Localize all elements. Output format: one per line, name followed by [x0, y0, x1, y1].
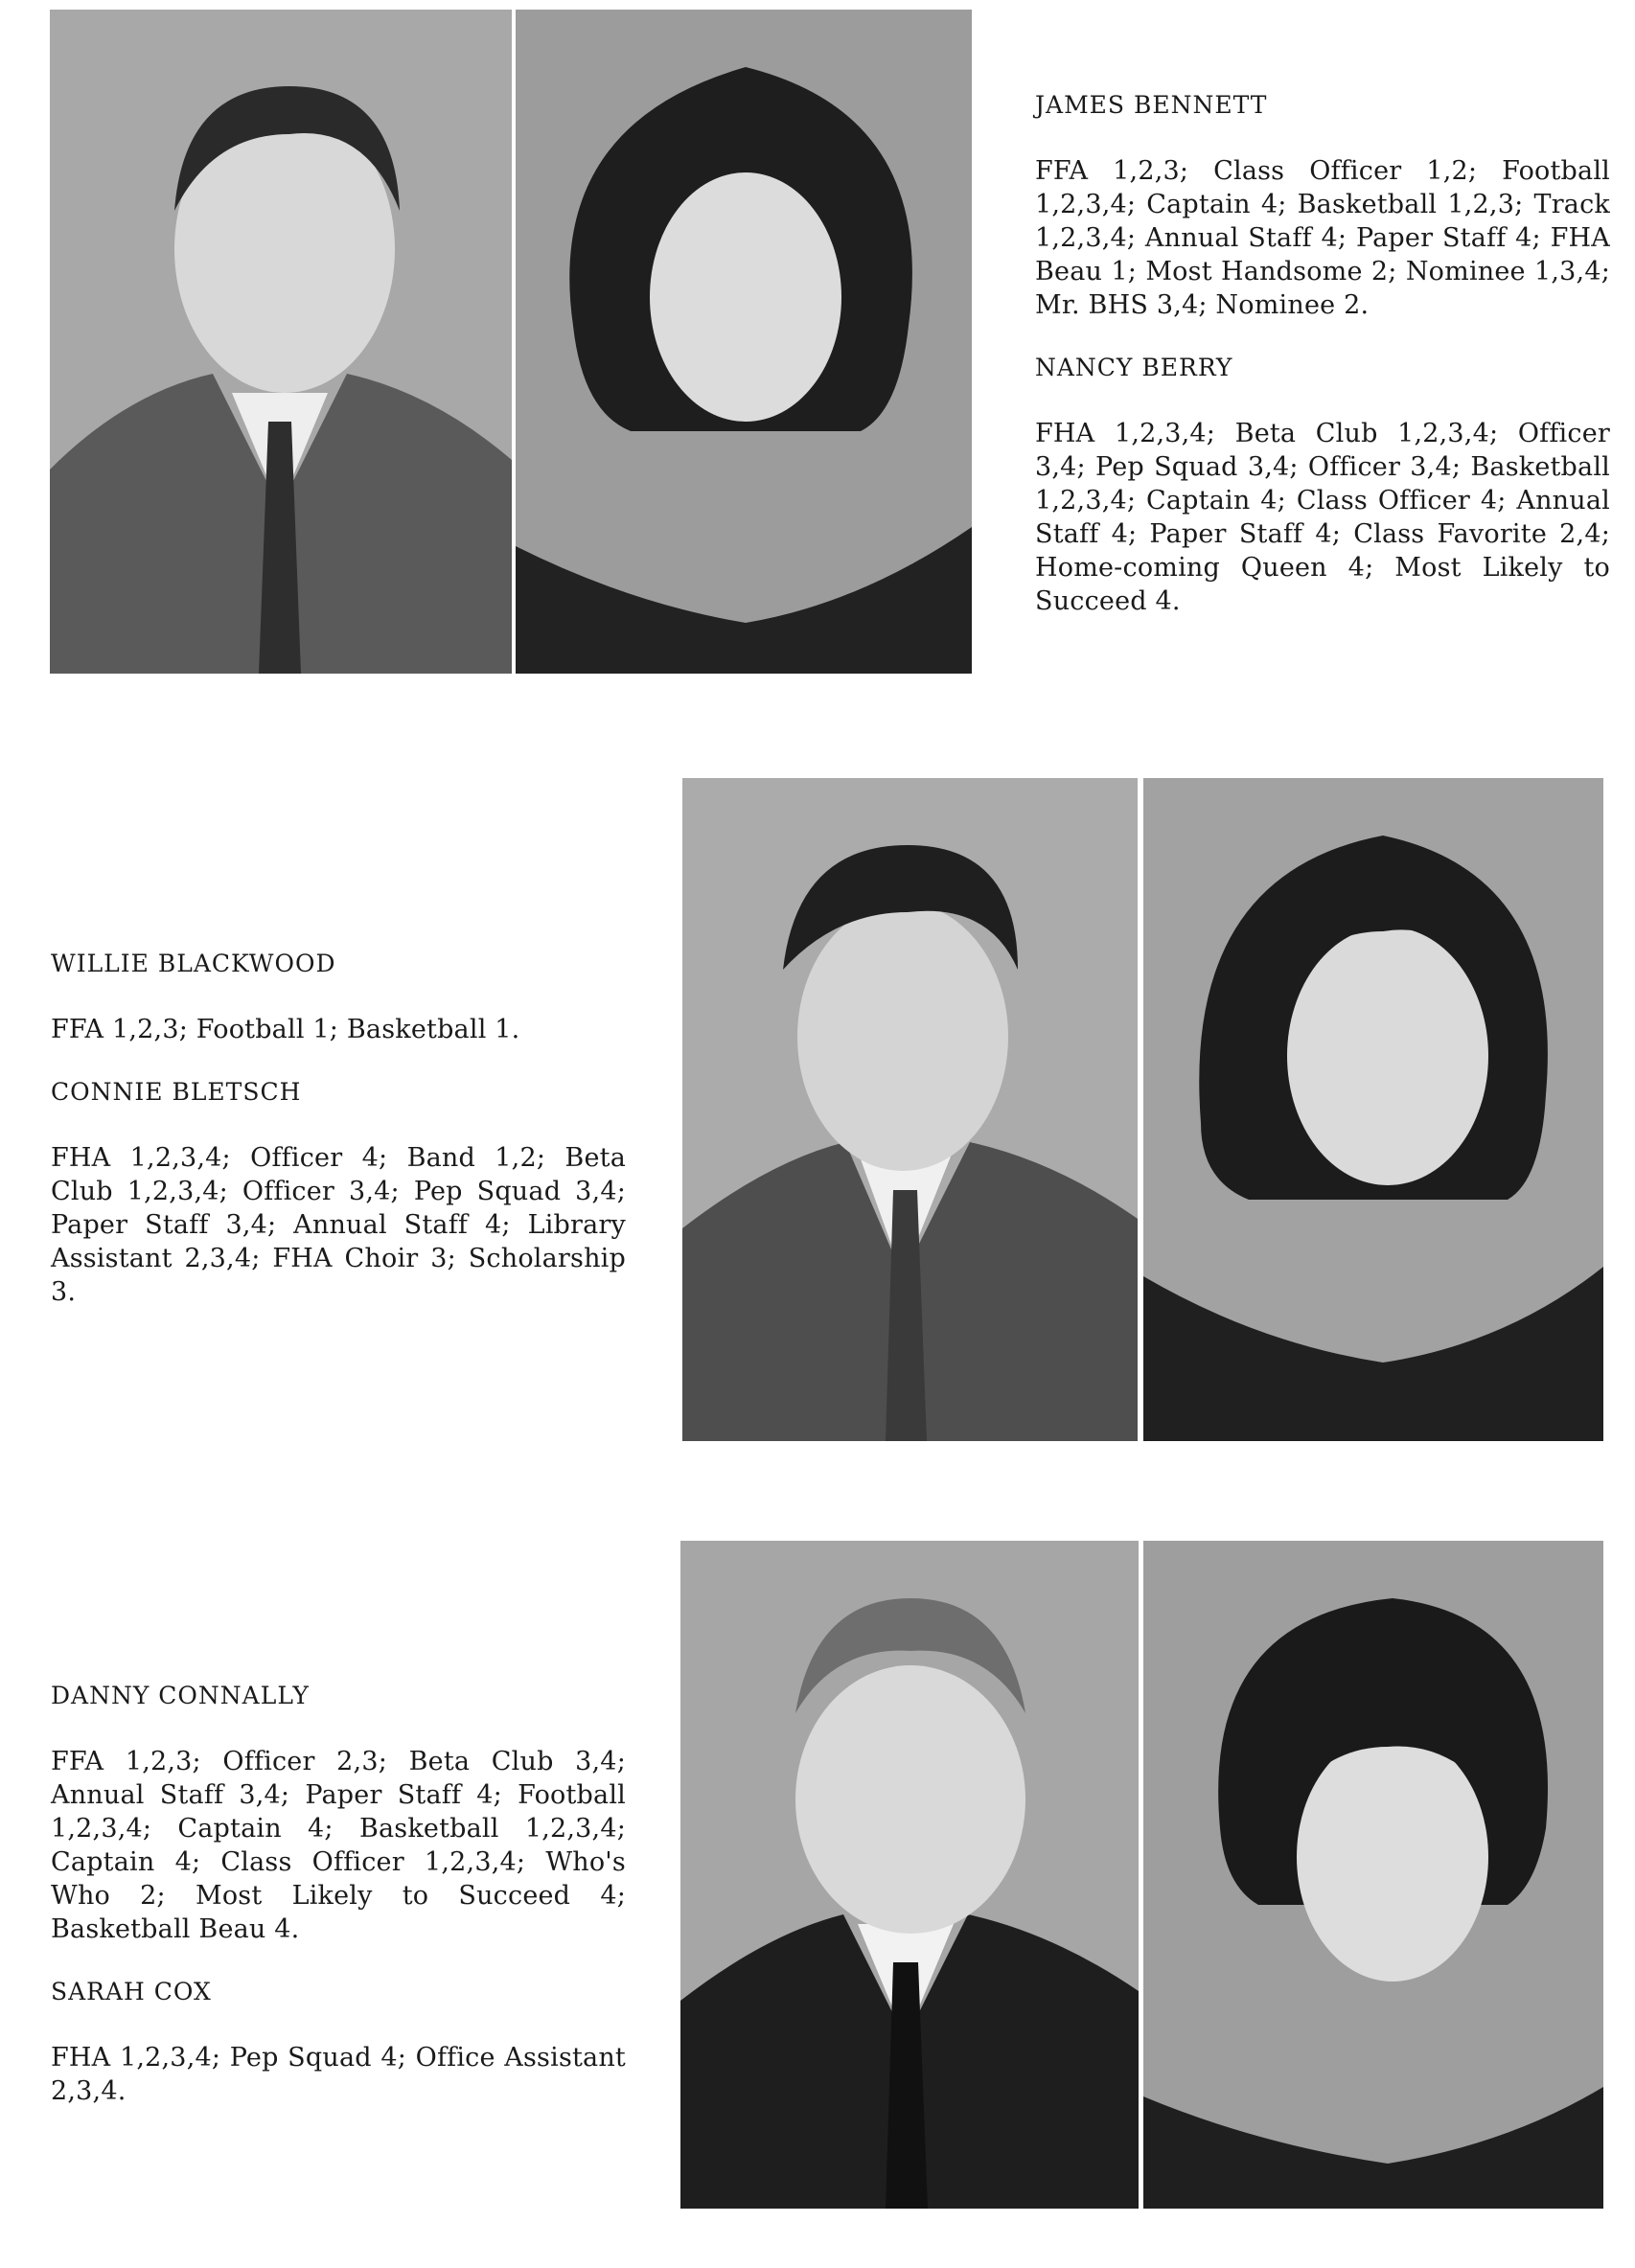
student-activities: FFA 1,2,3; Officer 2,3; Beta Club 3,4; Annual Staff 3,4; Paper Staff 4; Football 1,2,3,4; Captain 4; Basketball 1,2,3,4; Captain 4; Class Officer 1,2,3,4; Who's Who 2; Most Likely to Succeed 4; Basketball Beau 4.: [51, 1747, 626, 1944]
text-block-row-1: [1035, 88, 1610, 647]
text-block-row-3: [51, 1679, 626, 2137]
portrait-connie-bletsch: [1143, 778, 1603, 1441]
student-activities: FHA 1,2,3,4; Pep Squad 4; Office Assistant 2,3,4.: [51, 2043, 626, 2106]
student-name: CONNIE BLETSCH: [51, 1078, 302, 1106]
student-name: NANCY BERRY: [1035, 354, 1233, 381]
portrait-sarah-cox: [1143, 1541, 1603, 2209]
portrait-willie-blackwood: [682, 778, 1138, 1441]
student-name: WILLIE BLACKWOOD: [51, 950, 336, 977]
text-block-row-2: [51, 947, 626, 1338]
student-name: JAMES BENNETT: [1035, 91, 1268, 119]
student-name: DANNY CONNALLY: [51, 1682, 310, 1709]
portrait-james-bennett: [50, 10, 512, 674]
student-activities: FFA 1,2,3; Class Officer 1,2; Football 1,2,3,4; Captain 4; Basketball 1,2,3; Track 1,2,3,4; Annual Staff 4; Paper Staff 4; FHA Beau 1; Most Handsome 2; Nominee 1,3,4; Mr. BHS 3,4; Nominee 2.: [1035, 156, 1610, 320]
student-name: SARAH COX: [51, 1978, 212, 2005]
portrait-danny-connally: [680, 1541, 1139, 2209]
student-activities: FFA 1,2,3; Football 1; Basketball 1.: [51, 1015, 520, 1044]
student-activities: FHA 1,2,3,4; Officer 4; Band 1,2; Beta Club 1,2,3,4; Officer 3,4; Pep Squad 3,4; Paper Staff 3,4; Annual Staff 4; Library Assistant 2,3,4; FHA Choir 3; Scholarship 3.: [51, 1143, 626, 1307]
student-activities: FHA 1,2,3,4; Beta Club 1,2,3,4; Officer 3,4; Pep Squad 3,4; Officer 3,4; Basketball 1,2,3,4; Captain 4; Class Officer 4; Annual Staff 4; Paper Staff 4; Class Favorite 2,4; Home-coming Queen 4; Most Likely to Succeed 4.: [1035, 419, 1610, 616]
portrait-nancy-berry: [516, 10, 972, 674]
